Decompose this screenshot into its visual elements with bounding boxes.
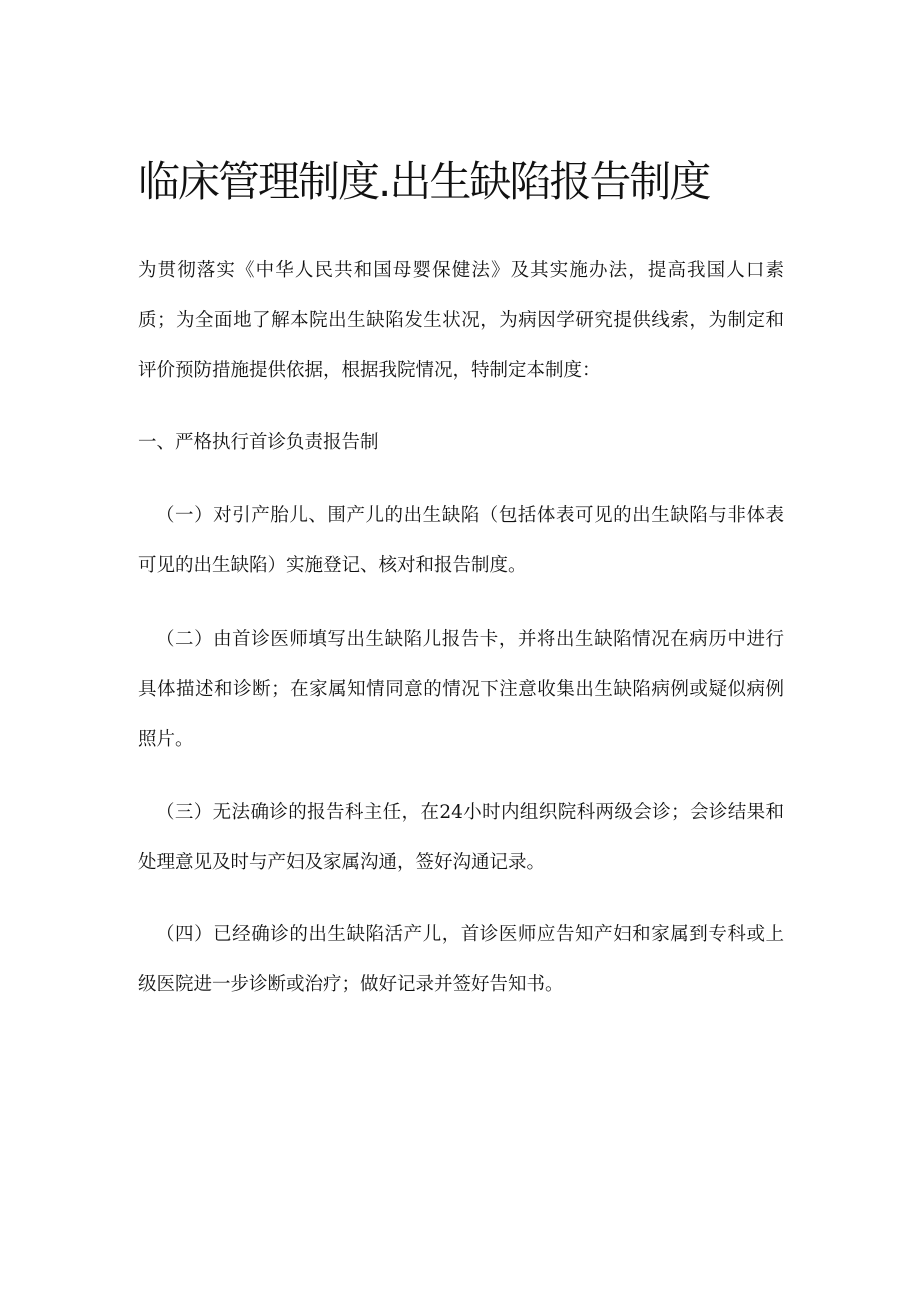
- document-title: 临床管理制度.出生缺陷报告制度: [138, 157, 710, 206]
- intro-paragraph: 为贯彻落实《中华人民共和国母婴保健法》及其实施办法，提高我国人口素质；为全面地了解本院出生缺陷发生状况，为病因学研究提供线索，为制定和评价预防措施提供依据，根据我院情况，特制定本制度：: [138, 260, 784, 381]
- list-item: （一）对引产胎儿、围产儿的出生缺陷（包括体表可见的出生缺陷与非体表可见的出生缺陷）实施登记、核对和报告制度。: [138, 505, 784, 576]
- list-item: （三）无法确诊的报告科主任，在24小时内组织院科两级会诊；会诊结果和处理意见及时与产妇及家属沟通，签好沟通记录。: [138, 802, 784, 873]
- list-item: （二）由首诊医师填写出生缺陷儿报告卡，并将出生缺陷情况在病历中进行具体描述和诊断；在家属知情同意的情况下注意收集出生缺陷病例或疑似病例照片。: [138, 629, 784, 750]
- section-heading: 一、严格执行首诊负责报告制: [138, 432, 379, 453]
- list-item: （四）已经确诊的出生缺陷活产儿，首诊医师应告知产妇和家属到专科或上级医院进一步诊断或治疗；做好记录并签好告知书。: [138, 924, 784, 995]
